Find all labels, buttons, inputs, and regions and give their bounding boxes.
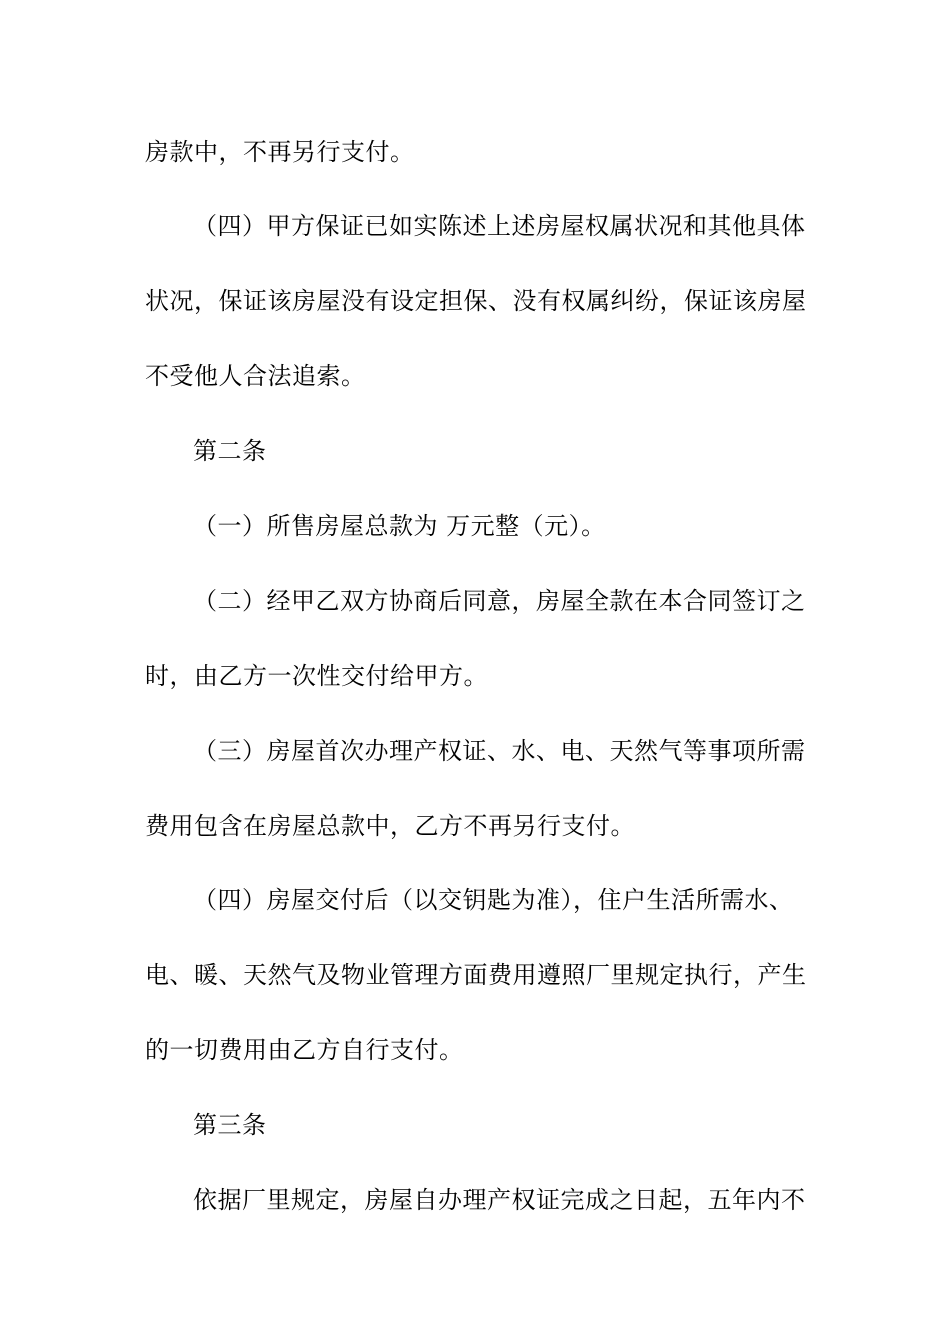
text-line: （四）甲方保证已如实陈述上述房屋权属状况和其他具体: [193, 212, 806, 240]
text-line: 房款中，不再另行支付。: [145, 138, 415, 166]
text-line: （三）房屋首次办理产权证、水、电、天然气等事项所需: [193, 737, 806, 765]
text-line: 状况，保证该房屋没有设定担保、没有权属纠纷，保证该房屋: [145, 287, 807, 315]
text-line: 电、暖、天然气及物业管理方面费用遵照厂里规定执行，产生: [145, 961, 807, 989]
text-line: （一）所售房屋总款为 万元整（元）。: [193, 512, 606, 540]
text-line: 不受他人合法追索。: [145, 362, 366, 390]
text-line: 的一切费用由乙方自行支付。: [145, 1036, 464, 1064]
text-line: 时，由乙方一次性交付给甲方。: [145, 662, 488, 690]
text-line: （四）房屋交付后（以交钥匙为准），住户生活所需水、: [193, 886, 794, 914]
section-heading: 第三条: [193, 1111, 267, 1139]
text-line: （二）经甲乙双方协商后同意，房屋全款在本合同签订之: [193, 587, 806, 615]
section-heading: 第二条: [193, 437, 267, 465]
text-line: 依据厂里规定，房屋自办理产权证完成之日起，五年内不: [193, 1186, 806, 1214]
text-line: 费用包含在房屋总款中，乙方不再另行支付。: [145, 812, 635, 840]
